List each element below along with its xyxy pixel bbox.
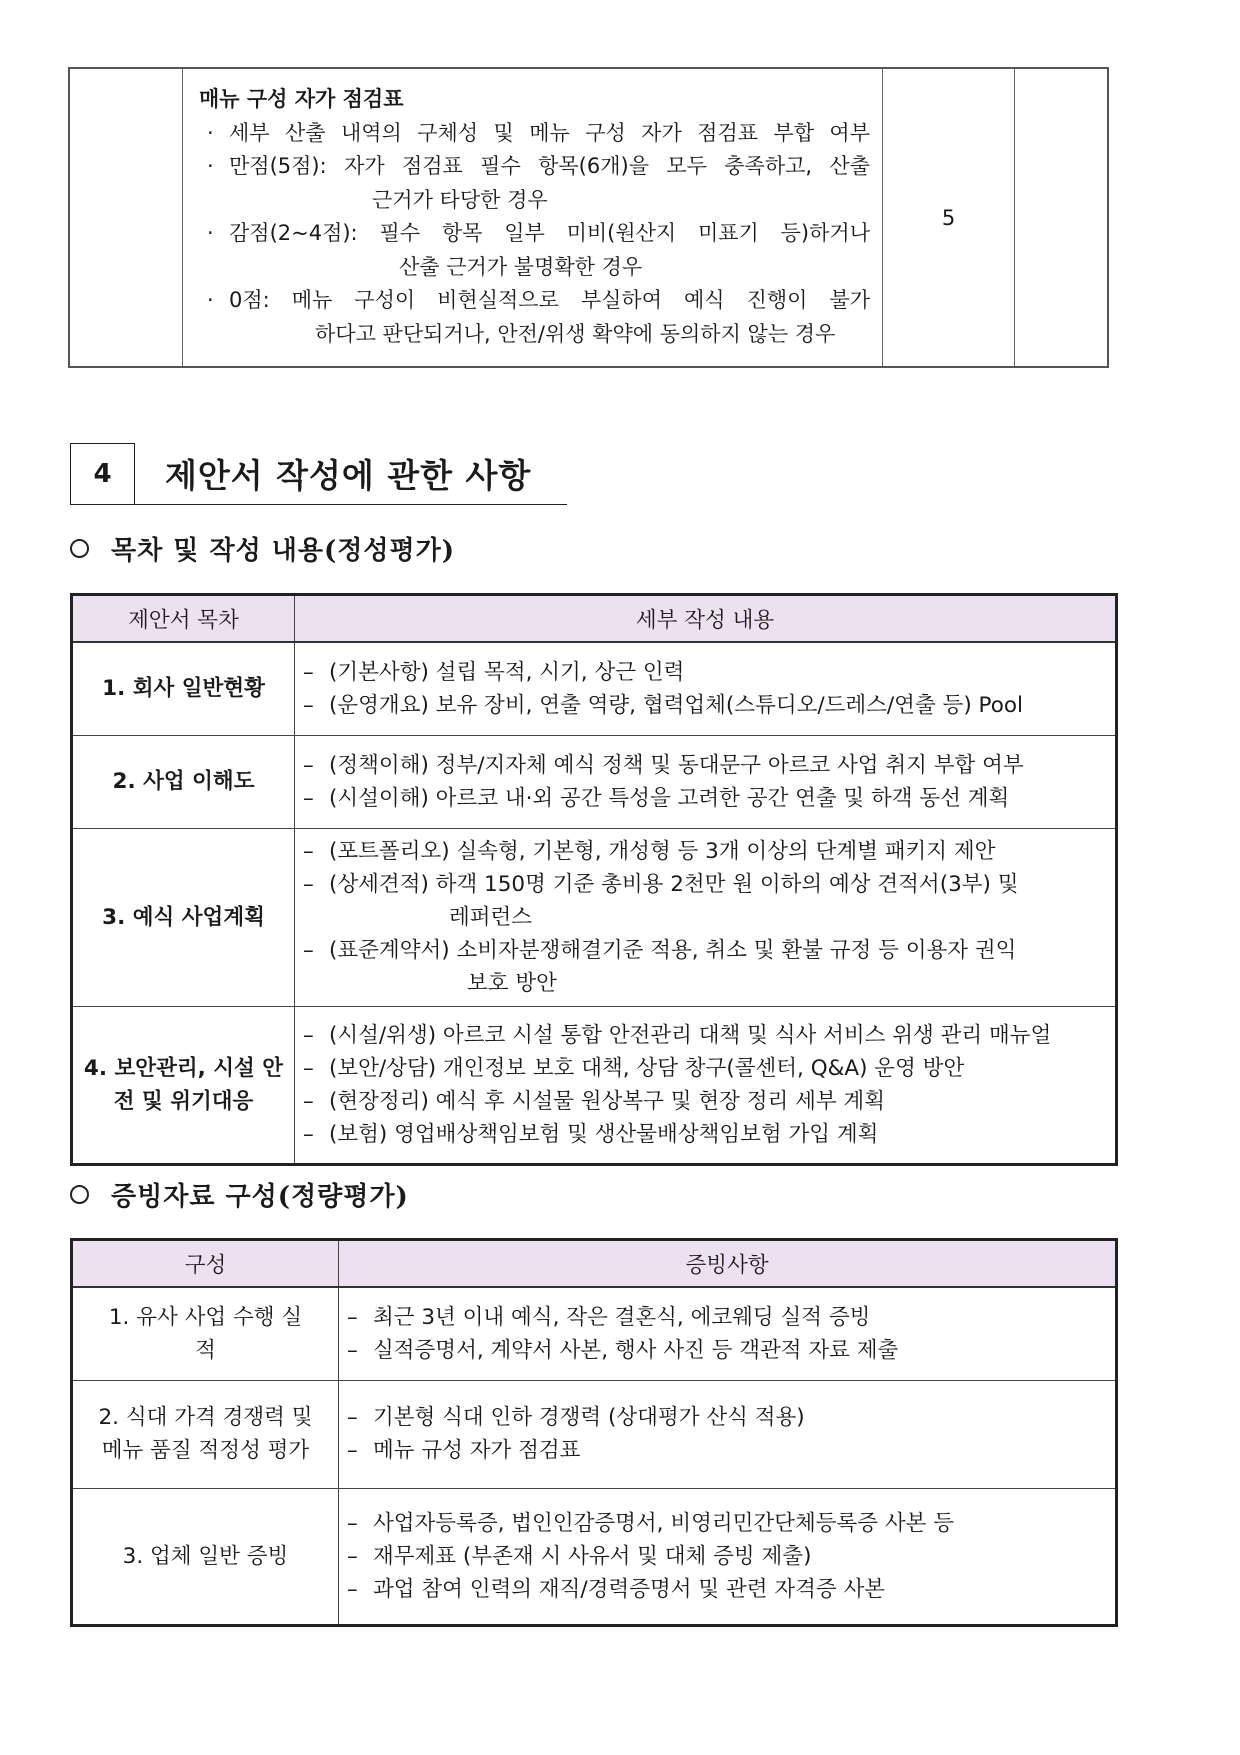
list-item (303, 782, 1105, 815)
list-item-text: (시설/위생) 아르코 시설 통합 안전관리 대책 및 식사 서비스 위생 관리 매뉴얼 (329, 1022, 1052, 1048)
section-title: 제안서 작성에 관한 사항 (165, 456, 532, 495)
dash-marker: – (347, 1543, 358, 1569)
toc-table (70, 593, 1118, 1166)
bullet-dot: · (207, 221, 214, 245)
criteria-bullet (199, 217, 870, 251)
list-item-text: (기본사항) 설립 목적, 시기, 상근 인력 (329, 659, 685, 685)
criteria-bullet (199, 284, 870, 318)
list-item (303, 934, 1105, 967)
evidence-row-label: 3. 업체 일반 증빙 (72, 1488, 339, 1625)
dash-marker: – (303, 1022, 314, 1048)
toc-row-label: 3. 예식 사업계획 (72, 828, 295, 1006)
evidence-table (70, 1238, 1118, 1627)
dash-marker: – (303, 838, 314, 864)
table-row (72, 828, 1117, 1006)
list-item (303, 835, 1105, 868)
list-item-text: 실적증명서, 계약서 사본, 행사 사진 등 객관적 자료 제출 (373, 1337, 899, 1363)
table-row (72, 1488, 1117, 1625)
list-item (303, 1118, 1105, 1151)
list-item (347, 1301, 1105, 1334)
toc-row-detail (295, 828, 1117, 1006)
dash-marker: – (347, 1337, 358, 1363)
criteria-bullet-text: 0점: 메뉴 구성이 비현실적으로 부실하여 예식 진행이 불가 (229, 288, 870, 312)
table-row (72, 735, 1117, 828)
list-item (303, 689, 1105, 722)
list-item-text: (보안/상담) 개인정보 보호 대책, 상담 창구(콜센터, Q&A) 운영 방안 (329, 1055, 965, 1081)
bullet-dot: · (207, 120, 214, 145)
section-underline (135, 504, 567, 505)
evidence-row-label: 1. 유사 사업 수행 실적 (72, 1287, 339, 1380)
list-item-text: (상세견적) 하객 150명 기준 총비용 2천만 원 이하의 예상 견적서(3부) 및 (329, 871, 1019, 897)
criteria-bullet (199, 150, 870, 184)
evidence-row-label: 2. 식대 가격 경쟁력 및 메뉴 품질 적정성 평가 (72, 1380, 339, 1488)
criteria-category-cell (70, 69, 183, 366)
dash-marker: – (303, 752, 314, 778)
criteria-table-continued (68, 67, 1109, 368)
dash-marker: – (303, 659, 314, 685)
table-row (72, 1287, 1117, 1380)
criteria-remarks-cell (1015, 69, 1107, 366)
toc-row-label: 4. 보안관리, 시설 안전 및 위기대응 (72, 1006, 295, 1164)
table-row (72, 642, 1117, 735)
toc-subheading (70, 530, 455, 567)
list-item (303, 1085, 1105, 1118)
list-item-text: 사업자등록증, 법인인감증명서, 비영리민간단체등록증 사본 등 (373, 1510, 955, 1536)
dash-marker: – (347, 1304, 358, 1330)
dash-marker: – (303, 937, 314, 963)
section-number: 4 (70, 443, 135, 505)
list-item-text: (정책이해) 정부/지자체 예식 정책 및 동대문구 아르코 사업 취지 부합 여부 (329, 752, 1024, 778)
list-item-text: 최근 3년 이내 예식, 작은 결혼식, 에코웨딩 실적 증빙 (373, 1304, 871, 1330)
evidence-subheading (70, 1176, 409, 1213)
list-item (303, 656, 1105, 689)
toc-row-detail (295, 642, 1117, 735)
list-item (303, 1019, 1105, 1052)
criteria-bullet-text: 세부 산출 내역의 구체성 및 메뉴 구성 자가 점검표 부합 여부 (229, 120, 870, 145)
list-item (347, 1401, 1105, 1434)
evidence-header-col2: 증빙사항 (339, 1240, 1117, 1288)
list-item-text: 메뉴 규성 자가 점검표 (373, 1438, 581, 1463)
table-row (72, 1380, 1117, 1488)
bullet-dot: · (207, 154, 214, 178)
dash-marker: – (303, 785, 314, 811)
list-item-text: (운영개요) 보유 장비, 연출 역량, 협력업체(스튜디오/드레스/연출 등) Pool (329, 692, 1024, 718)
criteria-bullet-continuation: 산출 근거가 불명확한 경우 (399, 254, 643, 279)
toc-header-col2: 세부 작성 내용 (295, 595, 1117, 643)
dash-marker: – (347, 1576, 358, 1602)
dash-marker: – (303, 692, 314, 718)
criteria-bullet-text: 만점(5점): 자가 점검표 필수 항목(6개)을 모두 충족하고, 산출 (229, 154, 870, 178)
toc-table-header (72, 595, 1117, 643)
evidence-table-header (72, 1240, 1117, 1288)
list-item-text: (포트폴리오) 실속형, 기본형, 개성형 등 3개 이상의 단계별 패키지 제안 (329, 838, 996, 864)
list-item-text: 재무제표 (부존재 시 사유서 및 대체 증빙 제출) (373, 1543, 812, 1569)
list-item-text: 기본형 식대 인하 경쟁력 (상대평가 산식 적용) (373, 1405, 805, 1430)
list-item (347, 1334, 1105, 1367)
toc-subheading-text: 목차 및 작성 내용(정성평가) (111, 536, 456, 566)
criteria-detail-cell (183, 69, 883, 366)
list-item (303, 868, 1105, 901)
toc-header-col1: 제안서 목차 (72, 595, 295, 643)
dash-marker: – (303, 1055, 314, 1081)
dash-marker: – (303, 871, 314, 897)
evidence-header-col1: 구성 (72, 1240, 339, 1288)
criteria-score: 5 (883, 69, 1015, 366)
dash-marker: – (347, 1510, 358, 1536)
list-item-continuation: 보호 방안 (467, 970, 557, 996)
criteria-bullet-continuation: 하다고 판단되거나, 안전/위생 확약에 동의하지 않는 경우 (315, 321, 836, 346)
evidence-row-detail (339, 1488, 1117, 1625)
criteria-title: 매뉴 구성 자가 점검표 (199, 87, 404, 111)
list-item (347, 1573, 1105, 1606)
list-item-text: (보험) 영업배상책임보험 및 생산물배상책임보험 가입 계획 (329, 1121, 879, 1147)
toc-row-detail (295, 735, 1117, 828)
dash-marker: – (347, 1405, 358, 1430)
list-item-text: 과업 참여 인력의 재직/경력증명서 및 관련 자격증 사본 (373, 1576, 886, 1602)
list-item (347, 1540, 1105, 1573)
list-item (303, 1052, 1105, 1085)
list-item-text: (표준계약서) 소비자분쟁해결기준 적용, 취소 및 환불 규정 등 이용자 권익 (329, 937, 1017, 963)
evidence-row-detail (339, 1287, 1117, 1380)
list-item (347, 1434, 1105, 1467)
dash-marker: – (303, 1121, 314, 1147)
list-item (303, 749, 1105, 782)
dash-marker: – (303, 1088, 314, 1114)
criteria-bullet-continuation: 근거가 타당한 경우 (372, 187, 548, 212)
list-item-text: (현장정리) 예식 후 시설물 원상복구 및 현장 정리 세부 계획 (329, 1088, 885, 1114)
dash-marker: – (347, 1438, 358, 1463)
list-item (347, 1507, 1105, 1540)
hollow-circle-icon (70, 1185, 89, 1204)
evidence-subheading-text: 증빙자료 구성(정량평가) (111, 1182, 409, 1212)
toc-row-label: 1. 회사 일반현황 (72, 642, 295, 735)
table-row (72, 1006, 1117, 1164)
criteria-bullet-text: 감점(2~4점): 필수 항목 일부 미비(원산지 미표기 등)하거나 (229, 221, 870, 245)
hollow-circle-icon (70, 539, 89, 558)
list-item-text: (시설이해) 아르코 내·외 공간 특성을 고려한 공간 연출 및 하객 동선 계획 (329, 785, 1010, 811)
bullet-dot: · (207, 288, 214, 312)
list-item-continuation: 레퍼런스 (449, 904, 533, 930)
toc-row-detail (295, 1006, 1117, 1164)
criteria-bullet (199, 117, 870, 151)
evidence-row-detail (339, 1380, 1117, 1488)
toc-row-label: 2. 사업 이해도 (72, 735, 295, 828)
